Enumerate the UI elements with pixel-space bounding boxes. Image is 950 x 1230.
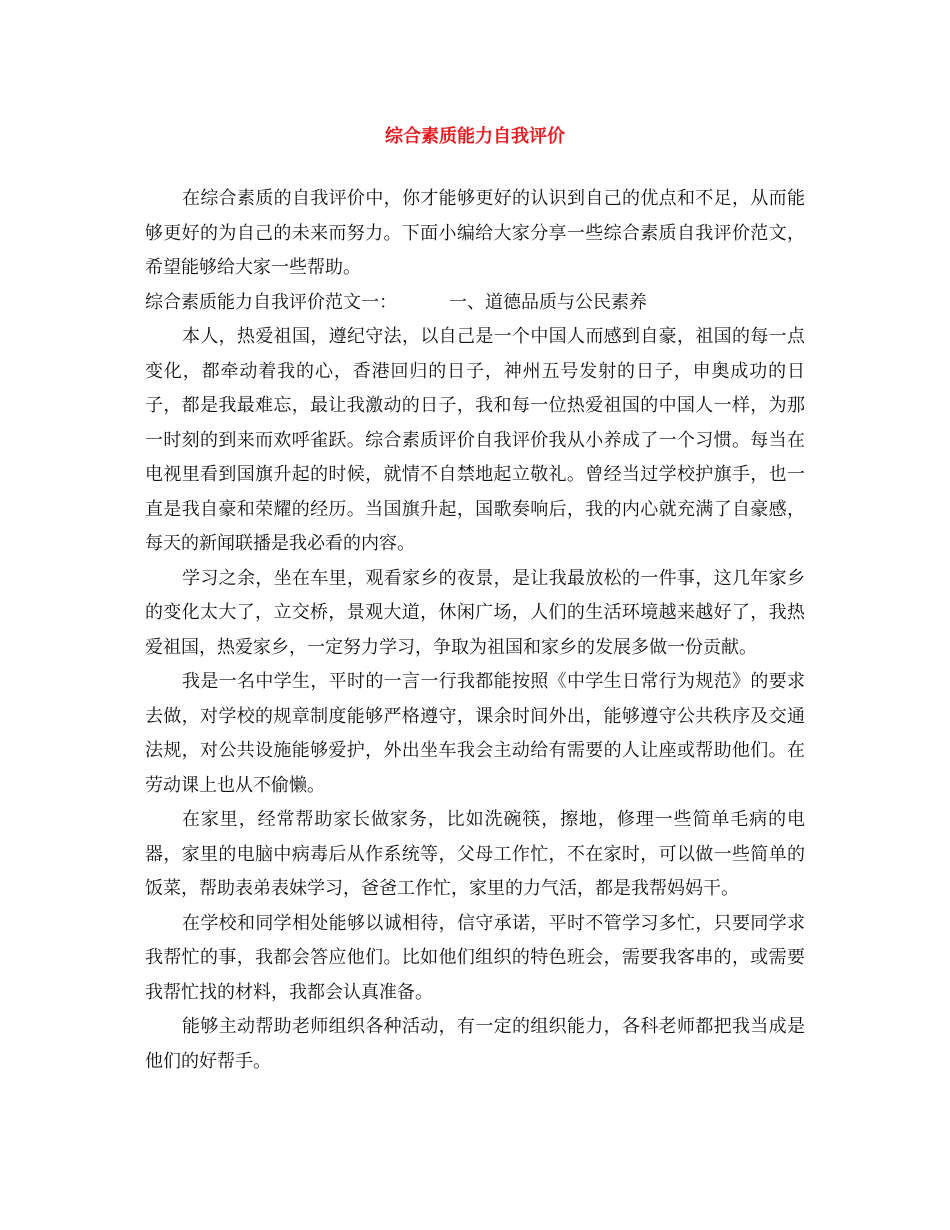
intro-paragraph: 在综合素质的自我评价中，你才能够更好的认识到自己的优点和不足，从而能够更好的为自己的未来而努力。下面小编给大家分享一些综合素质自我评价范文，希望能够给大家一些帮助。 [145, 188, 805, 278]
body-paragraph-1: 本人，热爱祖国，遵纪守法，以自己是一个中国人而感到自豪，祖国的每一点变化，都牵动着我的心，香港回归的日子，神州五号发射的日子，申奥成功的日子，都是我最难忘，最让我激动的日子，我和每一位热爱祖国的中国人一样，为那一时刻的到来而欢呼雀跃。综合素质评价自我评价我从小养成了一个习惯。每当在电视里看到国旗升起的时候，就情不自禁地起立敬礼。曾经当过学校护旗手，也一直是我自豪和荣耀的经历。当国旗升起，国歌奏响后，我的内心就充满了自豪感，每天的新闻联播是我必看的内容。 [145, 326, 805, 554]
body-paragraph-6: 能够主动帮助老师组织各种活动，有一定的组织能力，各科老师都把我当成是他们的好帮手。 [145, 1016, 805, 1072]
body-paragraph-2: 学习之余，坐在车里，观看家乡的夜景，是让我最放松的一件事，这几年家乡的变化太大了，立交桥，景观大道，休闲广场，人们的生活环境越来越好了，我热爱祖国，热爱家乡，一定努力学习，争取为祖国和家乡的发展多做一份贡献。 [145, 567, 805, 658]
document-title: 综合素质能力自我评价 [385, 126, 565, 147]
section-line [145, 286, 805, 321]
body-paragraph-5: 在学校和同学相处能够以诚相待，信守承诺，平时不管学习多忙，只要同学求我帮忙的事，我都会答应他们。比如他们组织的特色班会，需要我客串的，或需要我帮忙找的材料，我都会认真准备。 [145, 912, 805, 1003]
section-heading: 一、道德品质与公民素养 [449, 291, 647, 313]
body-paragraph-4: 在家里，经常帮助家长做家务，比如洗碗筷，擦地，修理一些简单毛病的电器，家里的电脑中病毒后从作系统等，父母工作忙，不在家时，可以做一些简单的饭菜，帮助表弟表妹学习，爸爸工作忙，家里的力气活，都是我帮妈妈干。 [145, 809, 805, 899]
section-label: 综合素质能力自我评价范文一： [145, 291, 397, 313]
body-paragraph-3: 我是一名中学生，平时的一言一行我都能按照《中学生日常行为规范》的要求去做，对学校的规章制度能够严格遵守，课余时间外出，能够遵守公共秩序及交通法规，对公共设施能够爱护，外出坐车我会主动给有需要的人让座或帮助他们。在劳动课上也从不偷懒。 [145, 671, 805, 796]
document-body [145, 182, 805, 1079]
